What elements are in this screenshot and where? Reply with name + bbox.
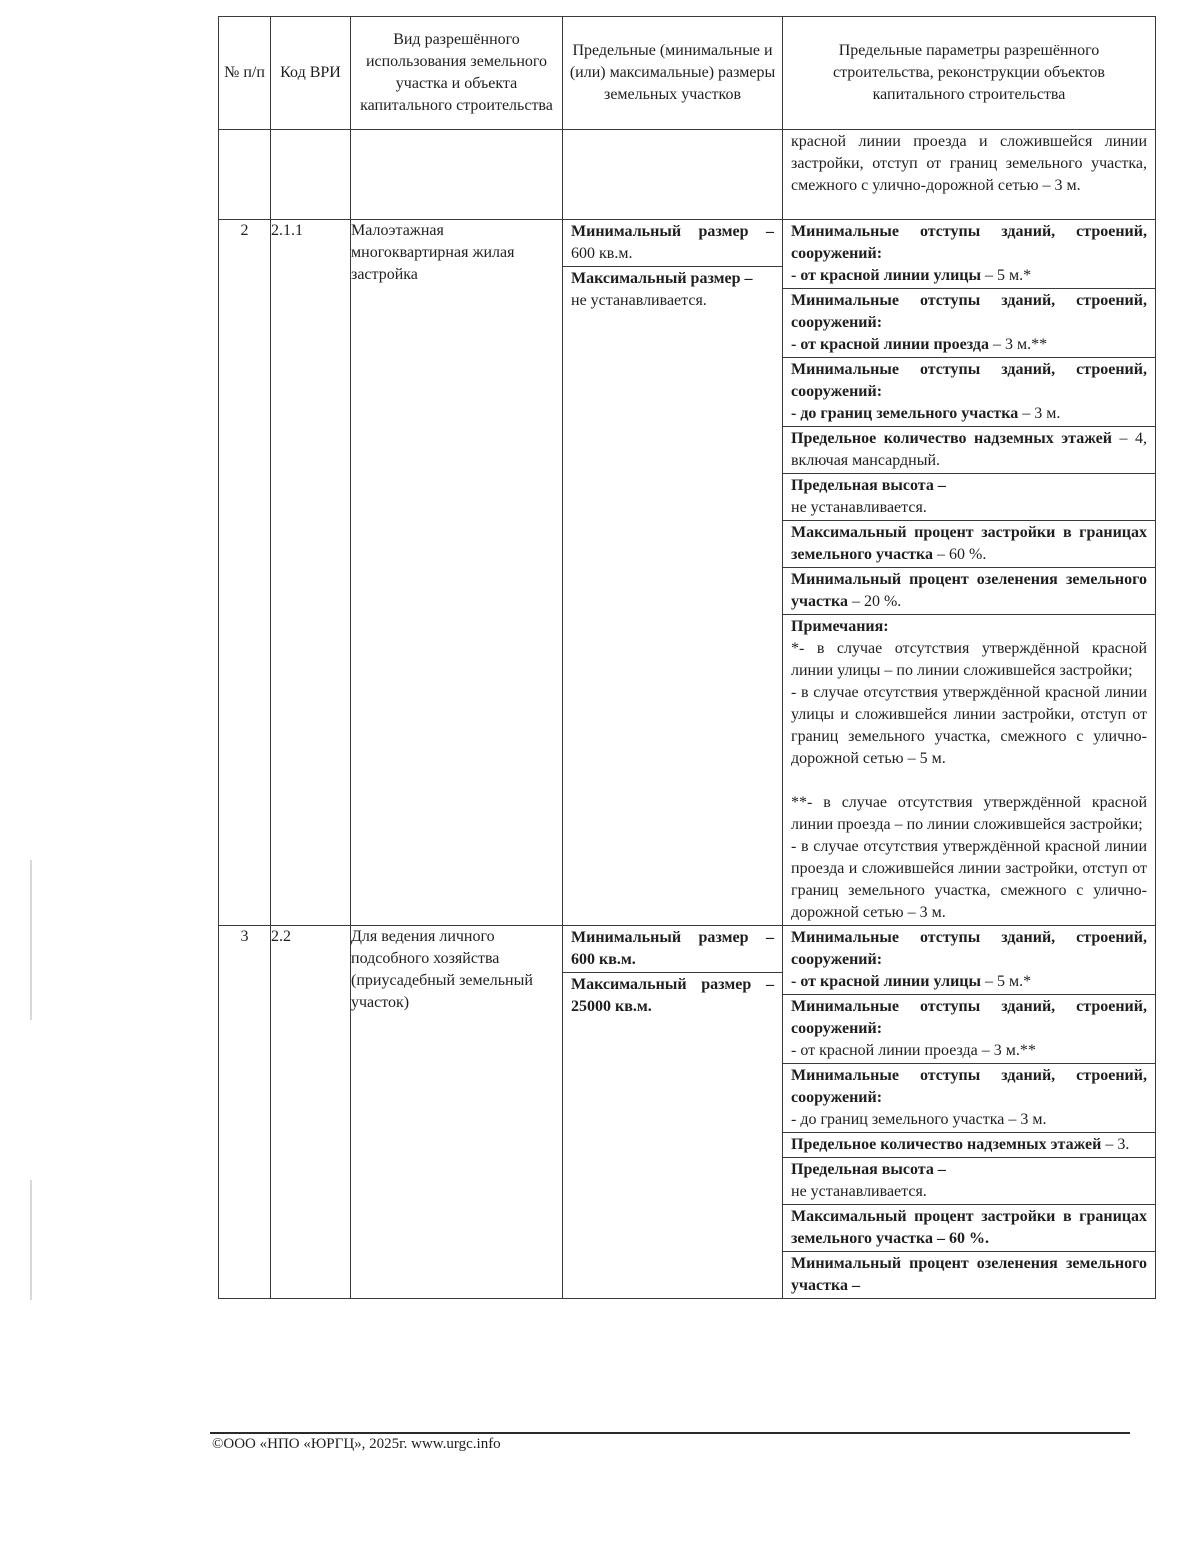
row2-param-5: Предельная высота – не устанавливается.: [783, 474, 1155, 521]
row2-param-4: Предельное количество надземных этажей – 4, включая мансардный.: [783, 427, 1155, 474]
row3-param-6: Максимальный процент застройки в границах земельного участка – 60 %.: [783, 1205, 1155, 1252]
footer-divider: [210, 1432, 1130, 1434]
row2-param-1: Минимальные отступы зданий, строений, сооружений: - от красной линии улицы – 5 м.*: [783, 220, 1155, 289]
row3-param-7: Минимальный процент озеленения земельного участка –: [791, 1255, 1147, 1294]
header-params: Предельные параметры разрешённого строительства, реконструкции объектов капитального строительства: [783, 17, 1156, 130]
scan-artifact: [30, 1180, 32, 1300]
row2-code: 2.1.1: [271, 220, 351, 926]
row3-param-1: Минимальные отступы зданий, строений, сооружений: - от красной линии улицы – 5 м.*: [783, 926, 1155, 995]
row2-param-7: Минимальный процент озеленения земельного участка – 20 %.: [783, 568, 1155, 615]
header-sizes: Предельные (минимальные и (или) максимальные) размеры земельных участков: [563, 17, 783, 130]
header-code: Код ВРИ: [271, 17, 351, 130]
row3-code: 2.2: [271, 926, 351, 1299]
row2-notes: [783, 615, 1155, 925]
regulations-table: [218, 16, 1156, 1299]
table-row-3: [219, 926, 1156, 1299]
row2-max-size: Максимальный размер – не устанавливается.: [571, 270, 753, 309]
row3-sizes: [563, 926, 783, 1299]
header-name: Вид разрешённого использования земельного участка и объекта капитального строительства: [351, 17, 563, 130]
table-row-2: [219, 220, 1156, 926]
note-3: **- в случае отсутствия утверждённой красной линии проезда – по линии сложившейся застройки;: [791, 794, 1147, 833]
row2-param-6: Максимальный процент застройки в границах земельного участка – 60 %.: [783, 521, 1155, 568]
row3-num: 3: [219, 926, 271, 1299]
header-num: № п/п: [219, 17, 271, 130]
row2-params: [783, 220, 1156, 926]
notes-title: Примечания:: [791, 618, 889, 635]
row3-param-4: Предельное количество надземных этажей – 3.: [783, 1133, 1155, 1158]
row3-name: Для ведения личного подсобного хозяйства (приусадебный земельный участок): [351, 926, 563, 1299]
row3-params: [783, 926, 1156, 1299]
footer-copyright: ©ООО «НПО «ЮРГЦ», 2025г. www.urgc.info: [212, 1436, 501, 1452]
scan-artifact: [30, 860, 32, 1020]
row2-param-3: Минимальные отступы зданий, строений, сооружений: - до границ земельного участка – 3 м.: [783, 358, 1155, 427]
note-1: *- в случае отсутствия утверждённой красной линии улицы – по линии сложившейся застройки;: [791, 640, 1147, 679]
row2-name: Малоэтажная многоквартирная жилая застройка: [351, 220, 563, 926]
note-4: - в случае отсутствия утверждённой красной линии проезда и сложившейся линии застройки, отступ от границ земельного участка, смежного с улично-дорожной сетью – 3 м.: [791, 838, 1147, 921]
continuation-text: красной линии проезда и сложившейся линии застройки, отступ от границ земельного участка, смежного с улично-дорожной сетью – 3 м.: [791, 133, 1147, 194]
row3-max-size: Максимальный размер – 25000 кв.м.: [571, 976, 774, 1015]
row3-param-2: Минимальные отступы зданий, строений, сооружений: - от красной линии проезда – 3 м.**: [783, 995, 1155, 1064]
table-header: [219, 17, 1156, 130]
row2-min-size: Минимальный размер – 600 кв.м.: [563, 220, 782, 267]
table-row-continuation: [219, 130, 1156, 220]
row2-param-2: Минимальные отступы зданий, строений, сооружений: - от красной линии проезда – 3 м.**: [783, 289, 1155, 358]
note-2: - в случае отсутствия утверждённой красной линии улицы и сложившейся линии застройки, отступ от границ земельного участка, смежного с улично-дорожной сетью – 5 м.: [791, 684, 1147, 767]
row3-param-3: Минимальные отступы зданий, строений, сооружений: - до границ земельного участка – 3 м.: [783, 1064, 1155, 1133]
row2-num: 2: [219, 220, 271, 926]
row3-param-5: Предельная высота – не устанавливается.: [783, 1158, 1155, 1205]
row2-sizes: [563, 220, 783, 926]
row3-min-size: Минимальный размер – 600 кв.м.: [563, 926, 782, 973]
